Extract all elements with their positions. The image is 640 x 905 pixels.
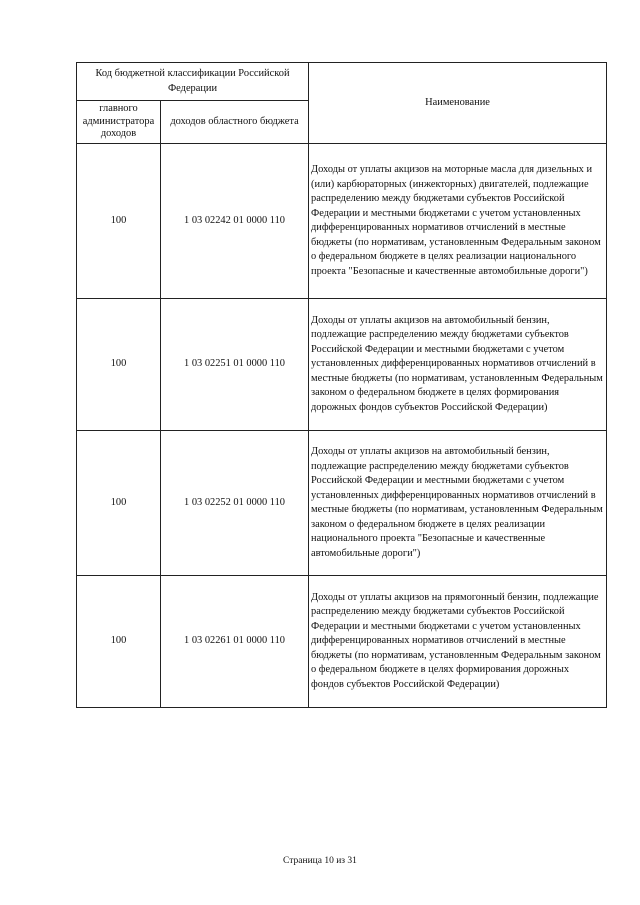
header-row-1 [77,63,607,101]
table-row [77,299,607,431]
name-cell: Доходы от уплаты акцизов на автомобильный бензин, подлежащие распределению между бюджетами субъектов Российской Федерации и местными бюджетами с учетом установленных дифференцированных нормативов отчислений в местные бюджеты (по нормативам, установленным Федеральным законом о федеральном бюджете в целях формирования дорожных фондов субъектов Российской Федерации) [309,299,607,431]
admin-cell: 100 [77,144,161,299]
table-row [77,576,607,708]
header-admin: главного администратора доходов [77,101,161,144]
admin-cell: 100 [77,431,161,576]
page-number: Страница 10 из 31 [283,856,357,866]
name-cell: Доходы от уплаты акцизов на прямогонный бензин, подлежащие распределению между бюджетами субъектов Российской Федерации и местными бюджетами с учетом установленных дифференцированных нормативов отчислений в местные бюджеты (по нормативам, установленным Федеральным законом о федеральном бюджете в целях формирования дорожных фондов субъектов Российской Федерации) [309,576,607,708]
code-cell: 1 03 02251 01 0000 110 [161,299,309,431]
code-cell: 1 03 02261 01 0000 110 [161,576,309,708]
table-row [77,144,607,299]
name-cell: Доходы от уплаты акцизов на моторные масла для дизельных и (или) карбюраторных (инжекторных) двигателей, подлежащие распределению между бюджетами субъектов Российской Федерации и местными бюджетами с учетом установленных дифференцированных нормативов отчислений в местные бюджеты (по нормативам, установленным Федеральным законом о федеральном бюджете в целях реализации национального проекта "Безопасные и качественные автомобильные дороги") [309,144,607,299]
header-code-group: Код бюджетной классификации Российской Федерации [77,63,309,101]
admin-cell: 100 [77,576,161,708]
code-cell: 1 03 02252 01 0000 110 [161,431,309,576]
header-name: Наименование [309,63,607,144]
admin-cell: 100 [77,299,161,431]
table-row [77,431,607,576]
budget-classification-table [76,62,607,708]
header-revenue: доходов областного бюджета [161,101,309,144]
name-cell: Доходы от уплаты акцизов на автомобильный бензин, подлежащие распределению между бюджетами субъектов Российской Федерации и местными бюджетами с учетом установленных дифференцированных нормативов отчислений в местные бюджеты (по нормативам, установленным Федеральным законом о федеральном бюджете в целях реализации национального проекта "Безопасные и качественные автомобильные дороги") [309,431,607,576]
code-cell: 1 03 02242 01 0000 110 [161,144,309,299]
